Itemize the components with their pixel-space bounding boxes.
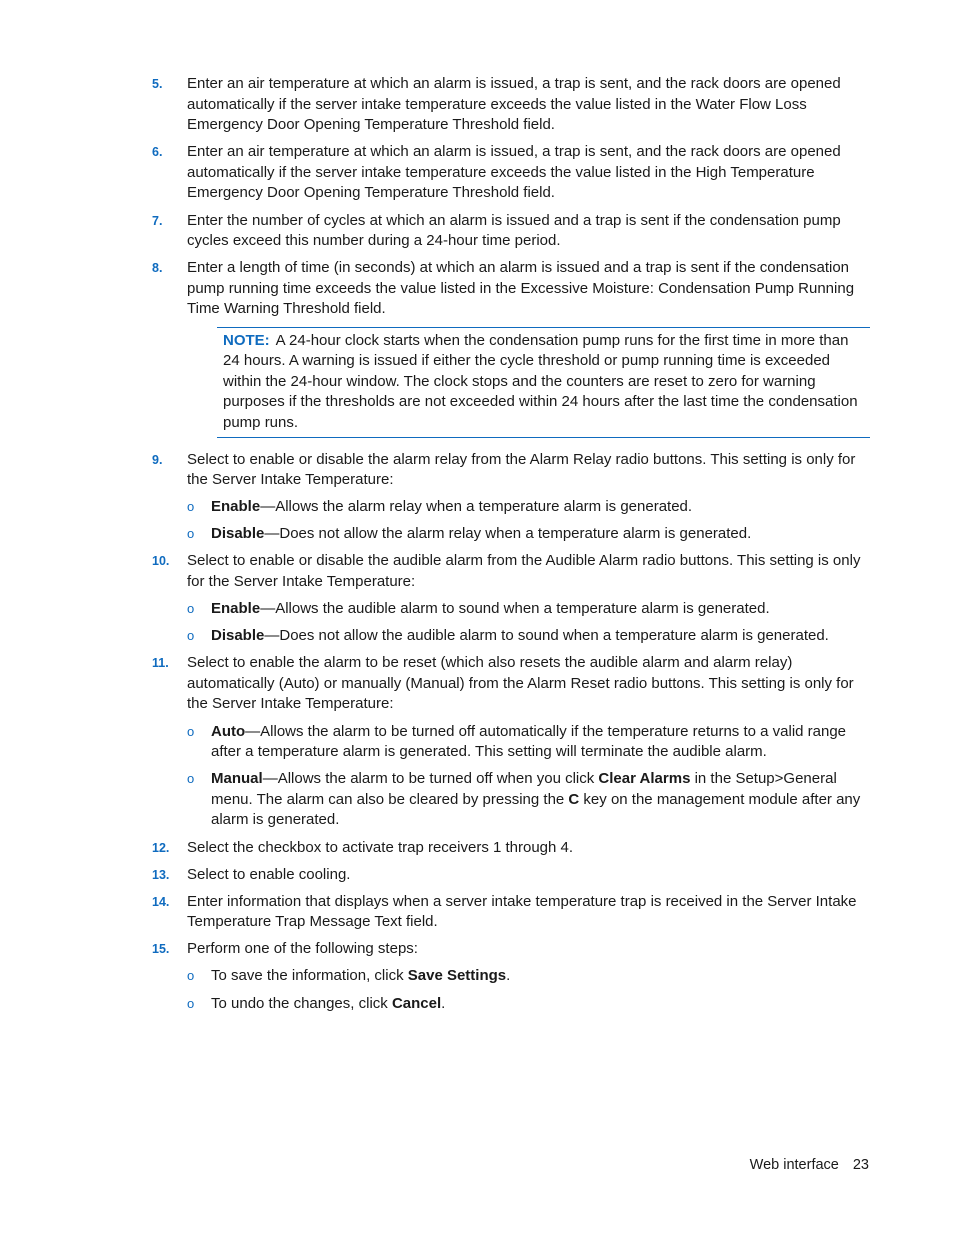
option-text-end: . (441, 994, 446, 1012)
option-text: To save the information, click (211, 967, 408, 985)
step-8 (152, 258, 872, 320)
step-7 (152, 211, 872, 252)
bullet-icon: o (187, 995, 195, 1011)
sub-item (152, 524, 872, 545)
bullet-icon: o (187, 601, 195, 617)
step-number: 10. (152, 554, 170, 569)
bullet-icon: o (187, 499, 195, 515)
cancel-label: Cancel (391, 994, 442, 1012)
bullet-icon: o (187, 968, 195, 984)
step-number: 9. (152, 452, 163, 467)
note-text: A 24-hour clock starts when the condensation pump runs for the first time in more than 24 hours. A warning is issued if either the cycle threshold or pump running time is exceeded within the 24-hour window. The clock stops and the counters are reset to zero for warning purposes if the thresholds are not exceeded within 24 hours after the last time the condensation pump runs. (223, 331, 858, 431)
option-text: —Allows the alarm to be turned off automatically if the temperature returns to a valid range after a temperature alarm is generated. This setting will terminate the audible alarm. (211, 722, 847, 761)
step-number: 11. (152, 656, 169, 671)
option-text: —Allows the alarm relay when a temperature alarm is generated. (260, 498, 693, 516)
document-body (152, 74, 872, 1021)
step-text: Enter an air temperature at which an alarm is issued, a trap is sent, and the rack doors are opened automatically if the server intake temperature exceeds the value listed in the High Temperature Emergency Door Opening Temperature Threshold field. (187, 143, 841, 202)
step-number: 12. (152, 840, 170, 855)
step-text: Select to enable cooling. (187, 865, 351, 883)
bullet-icon: o (187, 771, 195, 787)
save-settings-label: Save Settings (407, 967, 507, 985)
step-text: Select the checkbox to activate trap receivers 1 through 4. (187, 838, 574, 856)
step-10 (152, 551, 872, 592)
step-15 (152, 939, 872, 960)
option-name: Manual (211, 770, 263, 788)
sub-item (152, 994, 872, 1015)
step-text: Enter information that displays when a server intake temperature trap is received in the Server Intake Temperature Trap Message Text field. (187, 892, 857, 931)
step-12 (152, 838, 872, 859)
option-text: To undo the changes, click (211, 994, 392, 1012)
option-text: key on the management module after any alarm is generated. (211, 790, 861, 829)
step-9 (152, 450, 872, 491)
sub-item (152, 599, 872, 620)
step-text: Select to enable the alarm to be reset (which also resets the audible alarm and alarm relay) automatically (Auto) or manually (Manual) from the Alarm Reset radio buttons. This setting is only for the Server Intake Temperature: (187, 654, 854, 713)
key-label: C (568, 790, 580, 808)
option-name: Auto (211, 722, 246, 740)
bullet-icon: o (187, 628, 195, 644)
step-text: Enter an air temperature at which an alarm is issued, a trap is sent, and the rack doors are opened automatically if the server intake temperature exceeds the value listed in the Water Flow Loss Emergency Door Opening Temperature Threshold field. (187, 75, 841, 134)
bullet-icon: o (187, 526, 195, 542)
step-number: 13. (152, 867, 170, 882)
step-text: Select to enable or disable the alarm relay from the Alarm Relay radio buttons. This setting is only for the Server Intake Temperature: (187, 450, 856, 489)
step-number: 15. (152, 942, 170, 957)
option-name: Enable (211, 498, 261, 516)
step-text: Perform one of the following steps: (187, 940, 418, 958)
option-name: Disable (211, 627, 265, 645)
footer-section: Web interface (749, 1157, 839, 1173)
page-footer (736, 1157, 869, 1173)
step-text: Select to enable or disable the audible alarm from the Audible Alarm radio buttons. This setting is only for the Server Intake Temperature: (187, 552, 861, 590)
option-text: —Does not allow the alarm relay when a temperature alarm is generated. (264, 525, 752, 543)
step-text: Enter a length of time (in seconds) at which an alarm is issued and a trap is sent if the condensation pump running time exceeds the value listed in the Excessive Moisture: Condensation Pump Running Time Warning Threshold field. (187, 259, 855, 318)
step-number: 5. (152, 77, 163, 91)
page-number: 23 (852, 1157, 869, 1173)
sub-item (152, 769, 872, 831)
step-14 (152, 892, 872, 933)
step-text: Enter the number of cycles at which an alarm is issued and a trap is sent if the condensation pump cycles exceed this number during a 24-hour time period. (187, 211, 841, 250)
step-5 (152, 74, 872, 136)
sub-item (152, 722, 872, 763)
option-name: Enable (211, 600, 261, 618)
step-6 (152, 142, 872, 204)
note-label: NOTE: (223, 331, 270, 349)
option-text: —Allows the audible alarm to sound when a temperature alarm is generated. (260, 600, 770, 618)
step-number: 14. (152, 894, 170, 909)
clear-alarms-label: Clear Alarms (598, 770, 691, 788)
step-number: 8. (152, 261, 163, 276)
step-number: 6. (152, 145, 163, 160)
option-text: —Allows the alarm to be turned off when you click (262, 770, 599, 788)
step-number: 7. (152, 213, 163, 228)
step-11 (152, 653, 872, 715)
sub-item (152, 626, 872, 647)
option-text: —Does not allow the audible alarm to sound when a temperature alarm is generated. (264, 627, 829, 645)
note-box (217, 327, 870, 438)
step-13 (152, 865, 872, 886)
option-text-end: . (506, 967, 511, 985)
sub-item (152, 497, 872, 518)
option-text: in the Setup>General menu. The alarm can also be cleared by pressing the (211, 770, 837, 808)
option-name: Disable (211, 525, 265, 543)
bullet-icon: o (187, 723, 195, 739)
sub-item (152, 966, 872, 987)
